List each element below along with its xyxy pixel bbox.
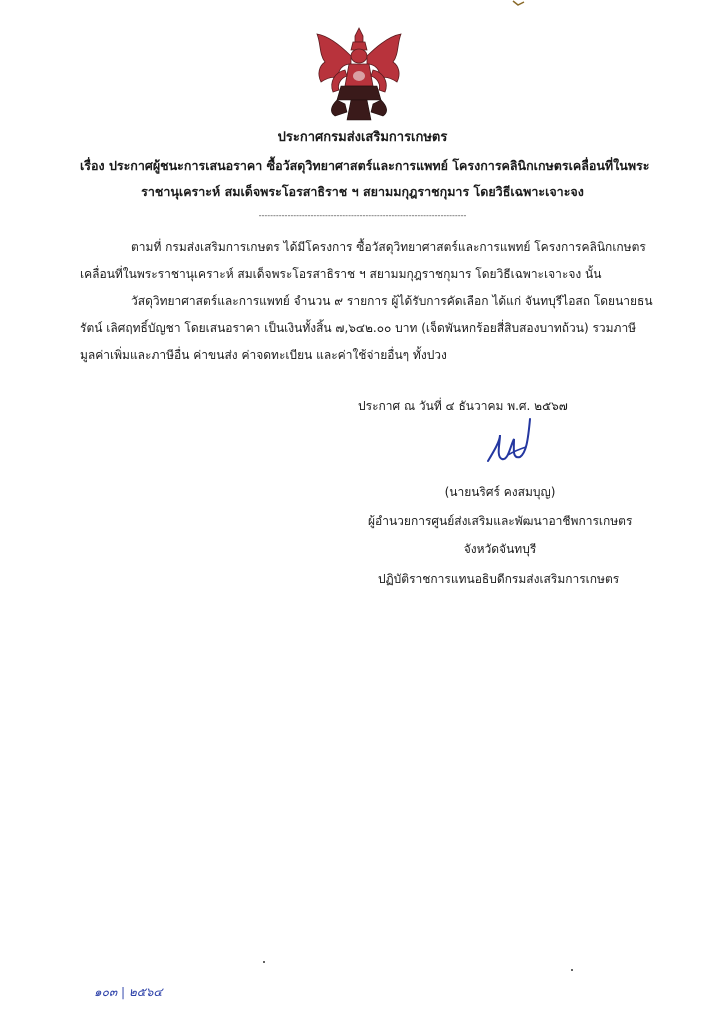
garuda-emblem-icon: [311, 26, 407, 124]
subject-line-2: ราชานุเคราะห์ สมเด็จพระโอรสาธิราช ฯ สยามมกุฎราชกุมาร โดยวิธีเฉพาะเจาะจง: [141, 184, 584, 199]
handwritten-document-number: ๑๐๓ | ๒๕๖๔: [94, 985, 163, 999]
signer-title-line-2: จังหวัดจันทบุรี: [463, 542, 537, 556]
announce-date: ประกาศ ณ วันที่ ๔ ธันวาคม พ.ศ. ๒๕๖๗: [358, 399, 568, 413]
signer-title-line-3: ปฏิบัติราชการแทนอธิบดีกรมส่งเสริมการเกษตร: [378, 572, 620, 586]
body-line-1: ตามที่ กรมส่งเสริมการเกษตร ได้มีโครงการ ซื้อวัสดุวิทยาศาสตร์และการแพทย์ โครงการคลินิกเกษตร: [131, 240, 646, 254]
scan-mark: [512, 0, 528, 6]
scan-speck: [571, 969, 573, 971]
separator-line: ------------------------------------------------------------------------: [258, 211, 467, 220]
agency-heading: ประกาศกรมส่งเสริมการเกษตร: [277, 130, 448, 145]
scan-speck: [263, 961, 265, 963]
body-line-2: เคลื่อนที่ในพระราชานุเคราะห์ สมเด็จพระโอรสาธิราช ฯ สยามมกุฎราชกุมาร โดยวิธีเฉพาะเจาะจง นั้น: [80, 267, 602, 281]
signature-mark: [480, 413, 540, 473]
signer-name: (นายนริศร์ คงสมบุญ): [444, 485, 556, 499]
body-line-3: วัสดุวิทยาศาสตร์และการแพทย์ จำนวน ๙ รายการ ผู้ได้รับการคัดเลือก ได้แก่ จันทบุรีไอสถ โดยนายธน: [131, 294, 653, 308]
body-line-5: มูลค่าเพิ่มและภาษีอื่น ค่าขนส่ง ค่าจดทะเบียน และค่าใช้จ่ายอื่นๆ ทั้งปวง: [80, 348, 447, 362]
body-line-4: รัตน์ เลิศฤทธิ์บัญชา โดยเสนอราคา เป็นเงินทั้งสิ้น ๗,๖๔๒.๐๐ บาท (เจ็ดพันหกร้อยสี่สิบสองบาทถ้วน) รวมภาษี: [80, 321, 637, 335]
subject-line-1: เรื่อง ประกาศผู้ชนะการเสนอราคา ซื้อวัสดุวิทยาศาสตร์และการแพทย์ โครงการคลินิกเกษตรเคลื่อนที่ในพระ: [80, 158, 650, 173]
signer-title-line-1: ผู้อำนวยการศูนย์ส่งเสริมและพัฒนาอาชีพการเกษตร: [368, 514, 633, 528]
